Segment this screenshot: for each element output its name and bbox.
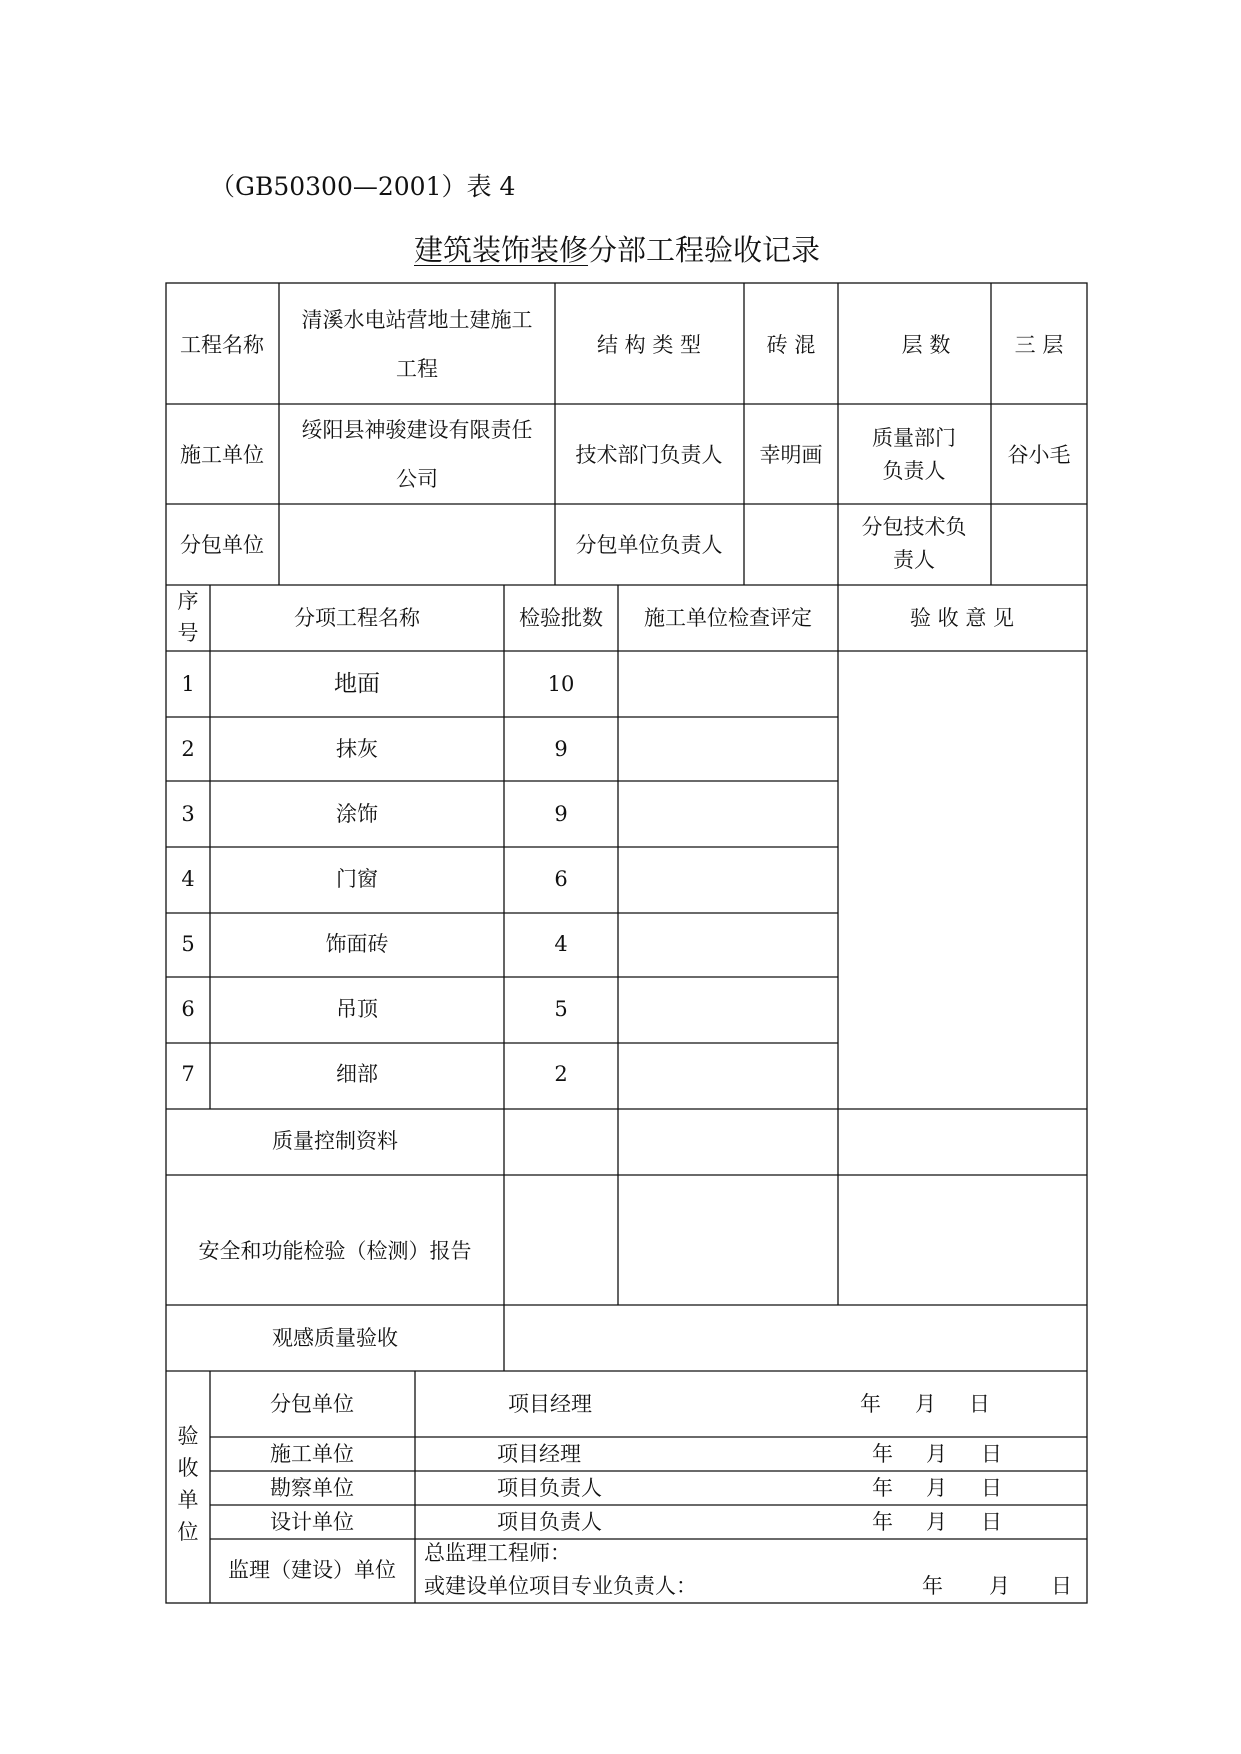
- date-day: 日: [981, 1476, 1002, 1500]
- floors-label: 层 数: [901, 333, 951, 357]
- accept-unit: 设计单位: [270, 1510, 354, 1534]
- date-month: 月: [915, 1392, 936, 1416]
- contractor-label: 施工单位: [180, 443, 264, 467]
- date-day: 日: [969, 1392, 990, 1416]
- date-day: 日: [981, 1510, 1002, 1534]
- date-month: 月: [926, 1442, 947, 1466]
- structure-type-value: 砖 混: [766, 333, 816, 357]
- structure-type-label: 结 构 类 型: [596, 333, 702, 357]
- contractor-name-line1: 绥阳县神骏建设有限责任: [301, 418, 533, 442]
- item-seq: 7: [181, 1062, 195, 1086]
- safety-report-label: 安全和功能检验（检测）报告: [198, 1239, 472, 1263]
- accept-unit: 勘察单位: [270, 1476, 354, 1500]
- date-month: 月: [989, 1574, 1010, 1598]
- quality-head-label-line2: 负责人: [882, 459, 946, 483]
- item-seq: 3: [181, 802, 195, 826]
- date-year: 年: [872, 1476, 893, 1500]
- acceptance-label-char: 验: [177, 1424, 199, 1448]
- acceptance-label-char: 单: [177, 1488, 199, 1512]
- item-batches: 2: [554, 1062, 568, 1086]
- acceptance-label-char: 收: [177, 1456, 199, 1480]
- date-month: 月: [926, 1476, 947, 1500]
- date-year: 年: [860, 1392, 881, 1416]
- accept-role: 项目经理: [497, 1442, 581, 1466]
- item-seq: 5: [181, 932, 195, 956]
- item-name: 地面: [334, 671, 380, 697]
- acceptance-label-char: 位: [177, 1520, 199, 1544]
- quality-docs-label: 质量控制资料: [272, 1129, 398, 1153]
- accept-unit: 分包单位: [270, 1392, 354, 1416]
- date-year: 年: [922, 1574, 943, 1598]
- tech-head-label: 技术部门负责人: [575, 443, 723, 467]
- item-name-header: 分项工程名称: [294, 606, 420, 630]
- seq-header-line2: 号: [177, 621, 199, 645]
- date-day: 日: [981, 1442, 1002, 1466]
- supervision-unit: 监理（建设）单位: [228, 1558, 396, 1582]
- project-name-line1: 清溪水电站营地土建施工: [301, 308, 533, 332]
- item-name: 吊顶: [336, 997, 378, 1021]
- item-batches: 4: [554, 932, 568, 956]
- item-batches: 9: [554, 737, 568, 761]
- item-batches: 5: [554, 997, 568, 1021]
- item-seq: 4: [181, 867, 195, 891]
- accept-unit: 施工单位: [270, 1442, 354, 1466]
- item-name: 涂饰: [336, 802, 378, 826]
- date-year: 年: [872, 1510, 893, 1534]
- item-name: 门窗: [336, 867, 378, 891]
- item-batches: 10: [547, 672, 575, 696]
- item-batches: 6: [554, 867, 568, 891]
- standard-code: （GB50300—2001）表 4: [210, 172, 516, 201]
- date-year: 年: [872, 1442, 893, 1466]
- seq-header-line1: 序: [177, 589, 199, 613]
- quality-head-label-line1: 质量部门: [872, 426, 956, 450]
- item-seq: 1: [181, 672, 195, 696]
- accept-role: 项目经理: [508, 1392, 592, 1416]
- title-underlined: 建筑装饰装修: [414, 233, 589, 267]
- visual-quality-label: 观感质量验收: [272, 1326, 398, 1350]
- accept-role: 项目负责人: [497, 1476, 602, 1500]
- subcontractor-tech-label-line2: 责人: [893, 548, 935, 572]
- tech-head-value: 幸明画: [759, 443, 823, 467]
- subcontractor-head-label: 分包单位负责人: [575, 533, 723, 557]
- quality-head-value: 谷小毛: [1007, 443, 1071, 467]
- floors-value: 三 层: [1014, 333, 1064, 357]
- contractor-name-line2: 公司: [396, 467, 438, 491]
- project-name-label: 工程名称: [180, 333, 264, 357]
- item-name: 细部: [336, 1062, 378, 1086]
- item-seq: 2: [181, 737, 195, 761]
- project-name-line2: 工程: [396, 357, 438, 381]
- item-name: 饰面砖: [325, 932, 389, 956]
- item-batches: 9: [554, 802, 568, 826]
- chief-supervisor-label: 总监理工程师：: [424, 1541, 571, 1565]
- accept-role: 项目负责人: [497, 1510, 602, 1534]
- item-seq: 6: [181, 997, 195, 1021]
- item-name: 抹灰: [336, 737, 378, 761]
- evaluation-header: 施工单位检查评定: [644, 606, 812, 630]
- subcontractor-label: 分包单位: [180, 533, 264, 557]
- date-day: 日: [1051, 1574, 1072, 1598]
- date-month: 月: [926, 1510, 947, 1534]
- title-rest: 分部工程验收记录: [588, 233, 821, 267]
- opinion-header: 验 收 意 见: [909, 606, 1015, 630]
- batches-header: 检验批数: [519, 606, 603, 630]
- subcontractor-tech-label-line1: 分包技术负: [861, 515, 967, 539]
- owner-rep-label: 或建设单位项目专业负责人：: [424, 1574, 697, 1598]
